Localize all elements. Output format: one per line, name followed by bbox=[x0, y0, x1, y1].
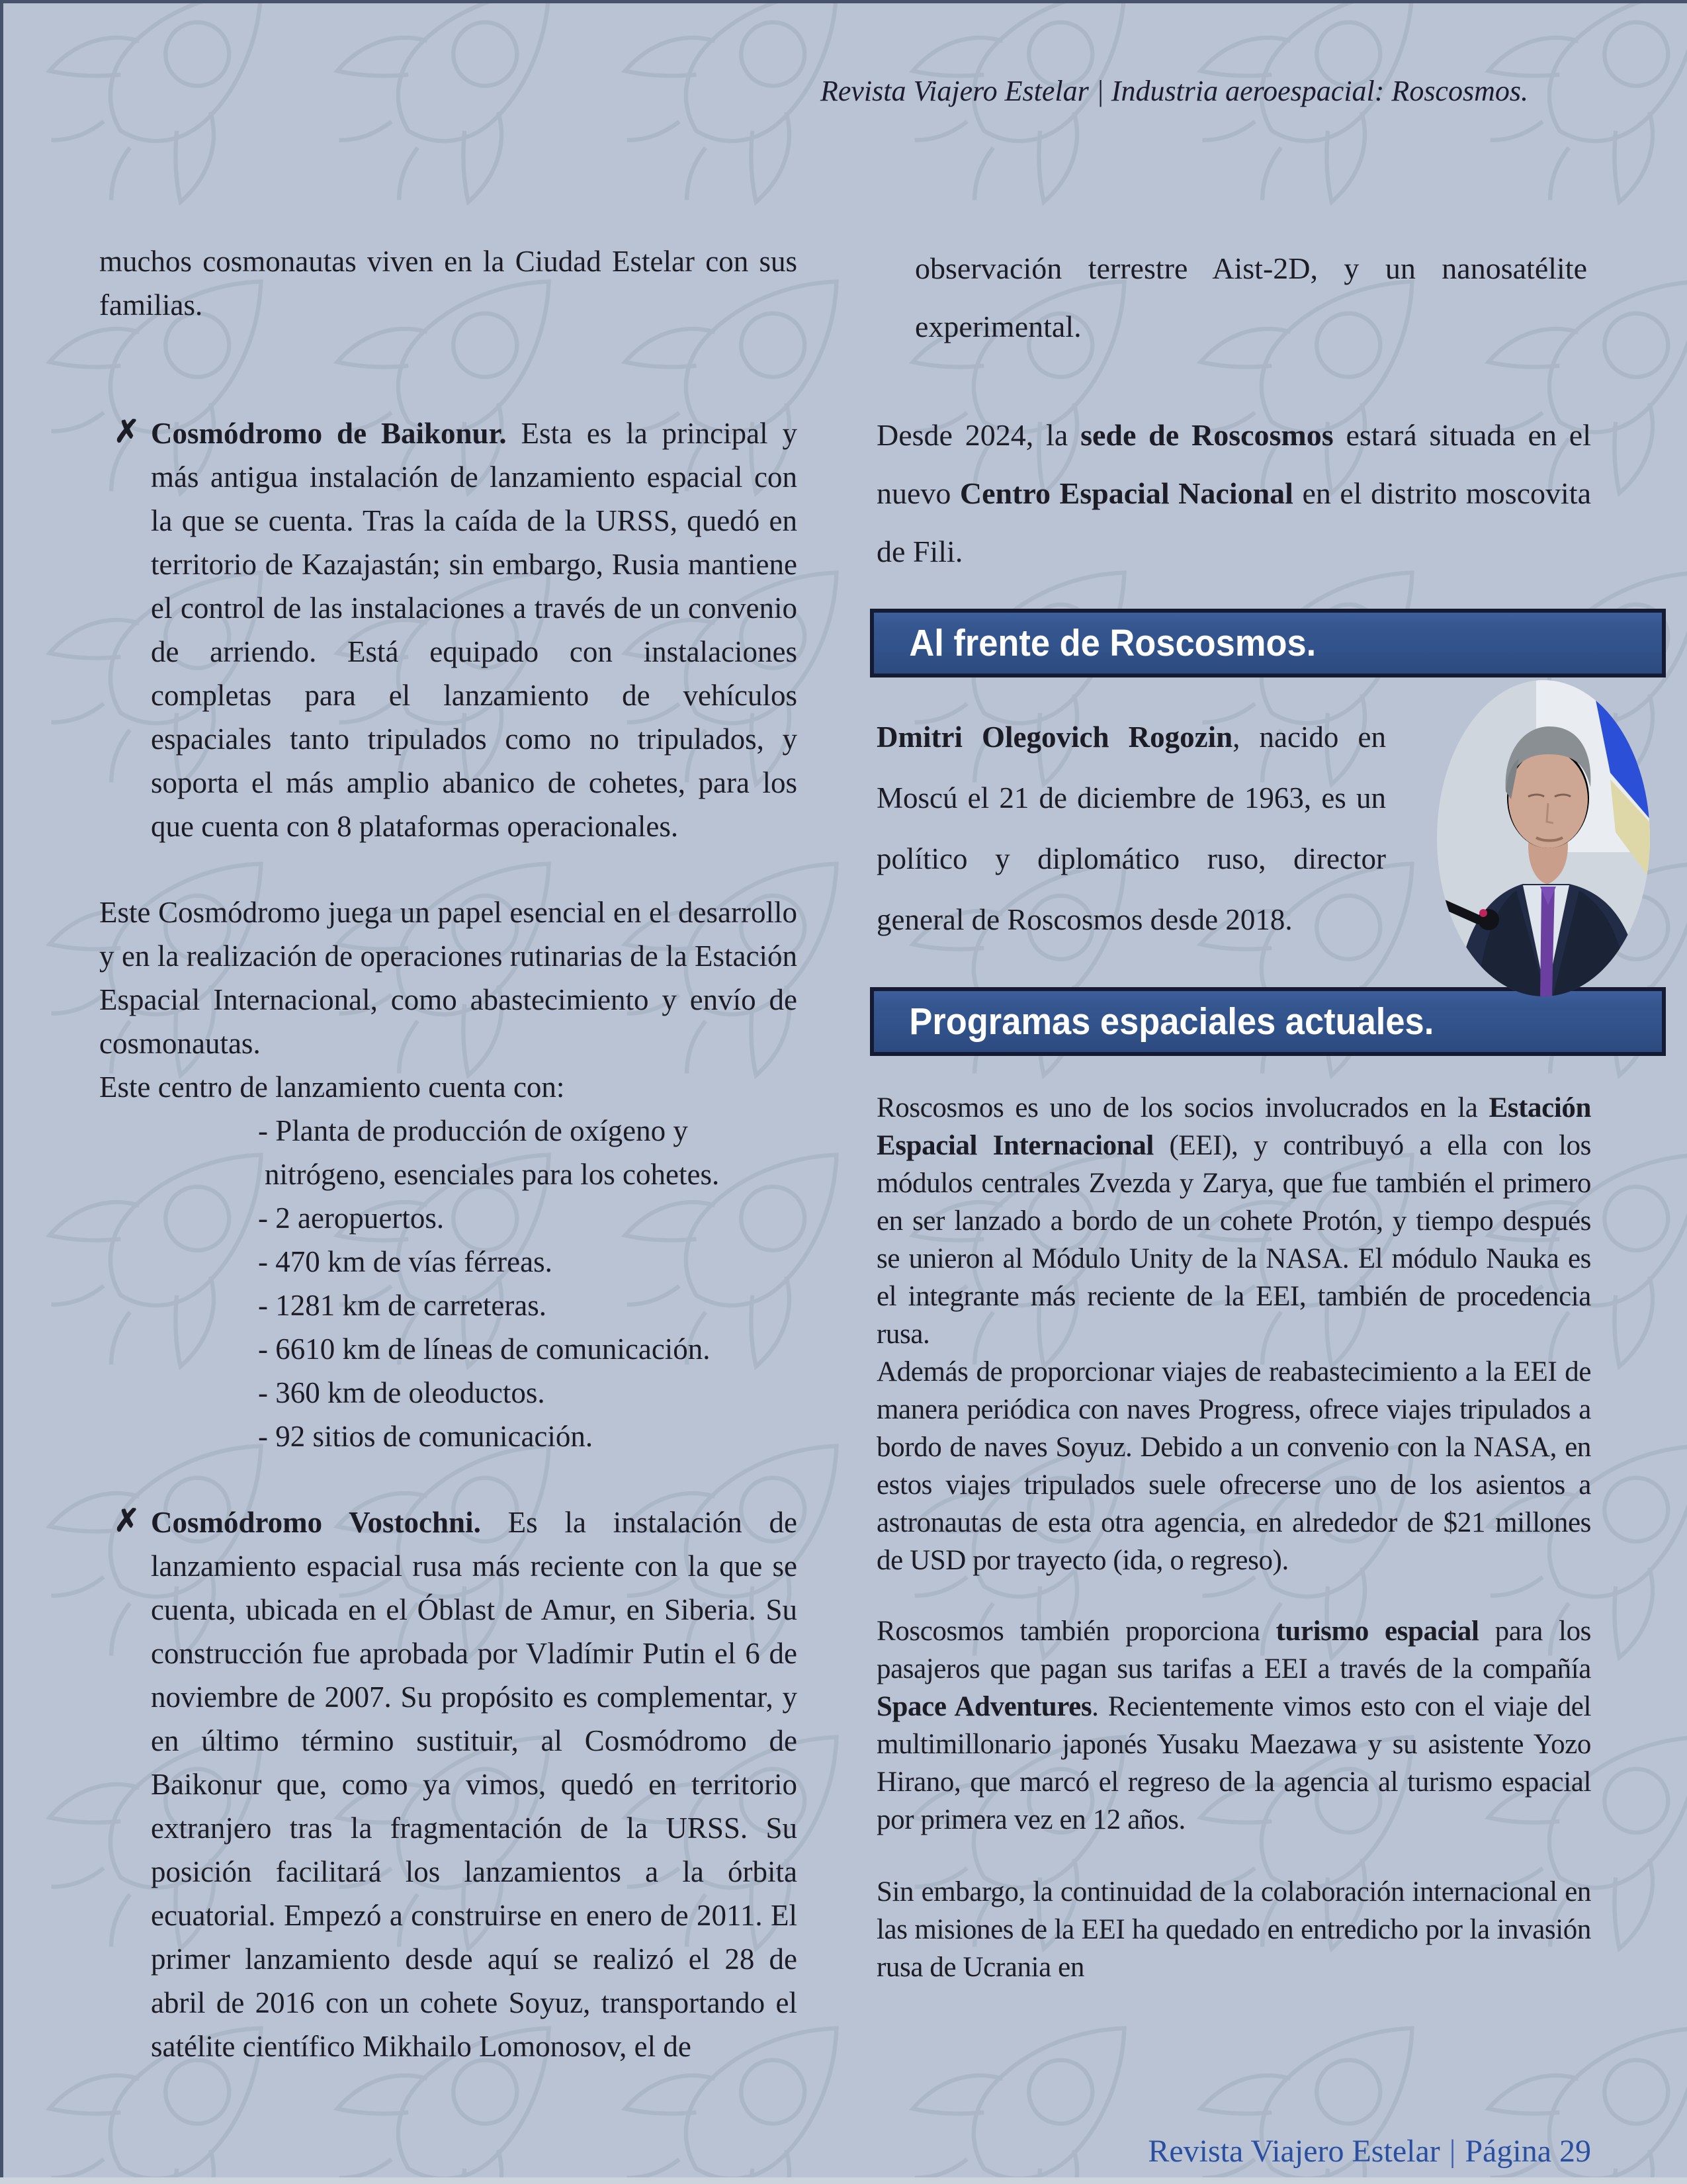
facility-item: - 1281 km de carreteras. bbox=[258, 1289, 547, 1322]
page-edge-bottom bbox=[0, 2177, 1687, 2184]
section-header-programas bbox=[870, 987, 1666, 1056]
bullet-item-vostochni bbox=[99, 1501, 797, 2068]
role-paragraph: Este Cosmódromo juega un papel esencial en el desarrollo y en la realización de operaciones rutinarias de la Estación Espacial Internacional, como abastecimiento y envío de cosmonautas. bbox=[99, 896, 797, 1060]
facility-item: - 2 aeropuertos. bbox=[258, 1201, 445, 1235]
section-header-label: Al frente de Roscosmos. bbox=[909, 622, 1317, 664]
masthead: Revista Viajero Estelar | Industria aeroespacial: Roscosmos. bbox=[820, 75, 1528, 107]
left-column bbox=[99, 240, 797, 2111]
facility-item: - 470 km de vías férreas. bbox=[258, 1245, 552, 1278]
programs-paragraph-1: Roscosmos es uno de los socios involucrados en la Estación Espacial Internacional (EEI), y contribuyó a ella con los módulos centrales Zvezda y Zarya, que fue también el primero en ser lanzado a bordo de un cohete Protón, y tiempo después se unieron al Módulo Unity de la NASA. El módulo Nauka es el integrante más reciente de la EEI, también de procedencia rusa. bbox=[877, 1092, 1591, 1350]
facilities-list-intro: Este centro de lanzamiento cuenta con: bbox=[99, 1070, 565, 1104]
section-header-al-frente bbox=[870, 609, 1666, 677]
facility-item: - 92 sitios de comunicación. bbox=[258, 1420, 593, 1453]
rogozin-paragraph: Dmitri Olegovich Rogozin, nacido en Moscú el 21 de diciembre de 1963, es un político y diplomático ruso, director general de Roscosmos desde 2018. bbox=[877, 721, 1386, 936]
intro-paragraph: muchos cosmonautas viven en la Ciudad Estelar con sus familias. bbox=[99, 245, 797, 322]
rogozin-portrait-photo bbox=[1437, 680, 1650, 996]
facilities-list bbox=[99, 1109, 797, 1458]
page-edge-top bbox=[0, 0, 1687, 3]
facility-item: - 360 km de oleoductos. bbox=[258, 1376, 545, 1409]
page-footer bbox=[877, 2133, 1591, 2169]
facility-item: - Planta de producción de oxígeno y nitrógeno, esenciales para los cohetes. bbox=[258, 1114, 720, 1191]
footer-page-number: Página 29 bbox=[1465, 2134, 1591, 2169]
right-column bbox=[877, 240, 1591, 1986]
continuation-paragraph: observación terrestre Aist-2D, y un nanosatélite experimental. bbox=[915, 251, 1587, 343]
bullet-title: Cosmódromo de Baikonur. bbox=[151, 417, 507, 450]
bullet-title: Cosmódromo Vostochni. bbox=[151, 1506, 481, 1539]
section-header-label: Programas espaciales actuales. bbox=[909, 1000, 1434, 1043]
page-edge-left bbox=[0, 0, 3, 2184]
tourism-paragraph: Roscosmos también proporciona turismo espacial para los pasajeros que pagan sus tarifas a EEI a través de la compañía Space Adventures. Recientemente vimos esto con el viaje del multimillonario japonés Yusaku Maezawa y su asistente Yozo Hirano, que marcó el regreso de la agencia al turismo espacial por primera vez en 12 años. bbox=[877, 1616, 1592, 1835]
cross-bullet-icon: ✗ bbox=[114, 1504, 140, 1538]
bullet-text: Es la instalación de lanzamiento espacial rusa más reciente con la que se cuenta, ubicada en el Óblast de Amur, en Siberia. Su construcción fue aprobada por Vladímir Putin el 6 de noviembre de 2007. Su propósito es complementar, y en último término sustituir, al Cosmódromo de Baikonur que, como ya vimos, quedó en territorio extranjero tras la fragmentación de la URSS. Su posición facilitará los lanzamientos a la órbita ecuatorial. Empezó a construirse en enero de 2011. El primer lanzamiento desde aquí se realizó el 28 de abril de 2016 con un cohete Soyuz, transportando el satélite científico Mikhailo Lomonosov, el de bbox=[151, 1506, 798, 2063]
bullet-item-baikonur bbox=[99, 412, 797, 848]
final-paragraph: Sin embargo, la continuidad de la colaboración internacional en las misiones de la EEI ha quedado en entredicho por la invasión rusa de Ucrania en bbox=[877, 1876, 1591, 1983]
headquarters-paragraph: Desde 2024, la sede de Roscosmos estará situada en el nuevo Centro Espacial Nacional en el distrito moscovita de Fili. bbox=[877, 418, 1591, 568]
cross-bullet-icon: ✗ bbox=[114, 415, 140, 449]
bullet-text: Esta es la principal y más antigua instalación de lanzamiento espacial con la que se cuenta. Tras la caída de la URSS, quedó en territorio de Kazajastán; sin embargo, Rusia mantiene el control de las instalaciones a través de un convenio de arriendo. Está equipado con instalaciones completas para el lanzamiento de vehículos espaciales tanto tripulados como no tripulados, y soporta el más amplio abanico de cohetes, para los que cuenta con 8 plataformas operacionales. bbox=[151, 417, 797, 843]
footer-separator: | bbox=[1449, 2134, 1456, 2169]
facility-item: - 6610 km de líneas de comunicación. bbox=[258, 1332, 711, 1366]
programs-paragraph-2: Además de proporcionar viajes de reabastecimiento a la EEI de manera periódica con naves Progress, ofrece viajes tripulados a bordo de naves Soyuz. Debido a un convenio con la NASA, en estos viajes tripulados suele ofrecerse uno de los asientos a astronautas de esta otra agencia, en alrededor de $21 millones de USD por trayecto (ida, o regreso). bbox=[877, 1356, 1591, 1576]
footer-magazine: Revista Viajero Estelar bbox=[1148, 2134, 1440, 2169]
